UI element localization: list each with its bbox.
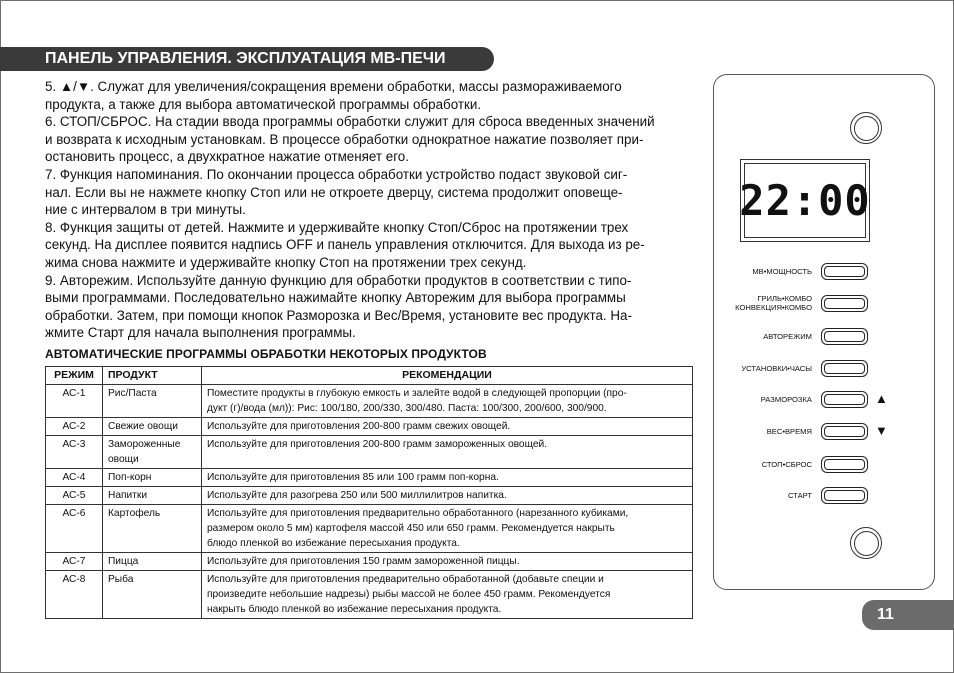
cell-recommendation-line: дукт (г)/вода (мл)): Рис: 100/180, 200/330, 300/480. Паста: 100/300, 200/600, 300/900. [206, 403, 607, 414]
cell-recommendation [201, 469, 692, 487]
button-label-line: АВТОРЕЖИМ [763, 331, 812, 341]
cell-mode: АС-3 [46, 436, 103, 469]
cell-product-line: Рыба [107, 574, 134, 585]
button-label-line: ГРИЛЬ•КОМБО [757, 294, 812, 303]
cell-recommendation-line: Используйте для приготовления предварительно обработанного (нарезанного кубиками, [206, 508, 629, 519]
paragraph-line: 8. Функция защиты от детей. Нажмите и удерживайте кнопку Стоп/Сброс на протяжении трех [45, 219, 629, 235]
cell-recommendation [201, 553, 692, 571]
weight-time-button[interactable] [821, 423, 868, 440]
paragraph-line: нал. Если вы не нажмете кнопку Стоп или не откроете дверцу, система продолжит оповеще- [45, 184, 623, 200]
cell-product-line: Картофель [107, 508, 161, 519]
grill-convection-button[interactable] [821, 295, 868, 312]
cell-mode: АС-1 [46, 385, 103, 418]
paragraph-line: 6. СТОП/СБРОС. На стадии ввода программы обработки служит для сброса введенных значений [45, 114, 655, 130]
table-row [46, 553, 693, 571]
paragraph-8 [45, 219, 705, 272]
cell-recommendation [201, 436, 692, 469]
display-time: 22:00 [739, 176, 871, 225]
settings-clock-label [741, 364, 812, 373]
cell-recommendation-line: Поместите продукты в глубокую емкость и залейте водой в следующей пропорции (про- [206, 388, 627, 399]
auto-mode-button[interactable] [821, 328, 868, 345]
paragraph-line: ние с интервалом в три минуты. [45, 202, 246, 218]
door-knob-icon [850, 112, 882, 144]
button-label-line: КОНВЕКЦИЯ•КОМБО [735, 303, 812, 312]
table-heading: АВТОМАТИЧЕСКИЕ ПРОГРАММЫ ОБРАБОТКИ НЕКОТОРЫХ ПРОДУКТОВ [45, 347, 487, 361]
cell-recommendation-line: Используйте для приготовления 150 грамм замороженной пиццы. [206, 556, 520, 567]
arrow-up-icon: ▲ [875, 391, 888, 406]
cell-product [102, 487, 201, 505]
cell-product [102, 571, 201, 619]
header-product: ПРОДУКТ [102, 367, 201, 385]
display-screen [740, 159, 870, 242]
cell-mode: АС-5 [46, 487, 103, 505]
cell-product-line: овощи [107, 454, 139, 465]
paragraph-line: жмите Старт для начала выполнения программы. [45, 325, 356, 341]
table-row [46, 418, 693, 436]
button-label-line: УСТАНОВКИ•ЧАСЫ [741, 363, 812, 373]
table-row [46, 487, 693, 505]
paragraph-line: обработки. Затем, при помощи кнопок Разморозка и Вес/Время, установите вес продукта. На- [45, 307, 632, 323]
button-label-line: МВ•МОЩНОСТЬ [752, 266, 812, 276]
table-row [46, 436, 693, 469]
header-mode: РЕЖИМ [46, 367, 103, 385]
cell-recommendation-line: Используйте для приготовления 200-800 грамм свежих овощей. [206, 421, 511, 432]
paragraph-line: 9. Авторежим. Используйте данную функцию для обработки продуктов в соответствии с типо- [45, 272, 632, 288]
defrost-label [761, 395, 812, 404]
auto-programs-table [45, 366, 693, 619]
auto-mode-label [763, 332, 812, 341]
button-label-line: ВЕС•ВРЕМЯ [766, 426, 812, 436]
table-row [46, 505, 693, 553]
start-button[interactable] [821, 487, 868, 504]
cell-mode: АС-8 [46, 571, 103, 619]
cell-recommendation [201, 418, 692, 436]
cell-product-line: Рис/Паста [107, 388, 157, 399]
cell-product [102, 385, 201, 418]
paragraph-5 [45, 78, 705, 113]
paragraph-line: секунд. На дисплее появится надпись OFF и панель управления отключится. Для выхода из ре- [45, 237, 645, 253]
cell-recommendation-line: Используйте для разогрева 250 или 500 миллилитров напитка. [206, 490, 507, 501]
cell-product [102, 553, 201, 571]
paragraph-line: 5. ▲/▼. Служат для увеличения/сокращения времени обработки, массы размораживаемого [45, 79, 622, 94]
cell-product [102, 418, 201, 436]
paragraph-line: и возврата к исходным установкам. В процессе обработки однократное нажатие позволяет при- [45, 131, 644, 147]
cell-product [102, 436, 201, 469]
page-number: 11 [862, 600, 954, 630]
stop-reset-label [762, 460, 812, 469]
cell-recommendation [201, 571, 692, 619]
cell-recommendation [201, 505, 692, 553]
cell-mode: АС-4 [46, 469, 103, 487]
paragraph-7 [45, 166, 705, 219]
button-label-line: РАЗМОРОЗКА [760, 394, 812, 404]
table-row [46, 571, 693, 619]
control-panel [713, 74, 935, 590]
cell-product [102, 469, 201, 487]
cell-product-line: Напитки [107, 490, 148, 501]
settings-clock-button[interactable] [821, 360, 868, 377]
button-label-line: СТАРТ [787, 490, 812, 500]
defrost-button[interactable] [821, 391, 868, 408]
power-label [752, 267, 812, 276]
header-recommendations: РЕКОМЕНДАЦИИ [201, 367, 692, 385]
paragraph-9 [45, 272, 705, 342]
table-row [46, 385, 693, 418]
instructions-text [45, 78, 705, 342]
paragraph-line: выми программами. Последовательно нажимайте кнопку Авторежим для выбора программы [45, 290, 626, 306]
paragraph-line: жима снова нажмите и удерживайте кнопку Стоп на протяжении трех секунд. [45, 254, 527, 270]
door-knob-icon [850, 527, 882, 559]
cell-recommendation-line: Используйте для приготовления предварительно обработанной (добавьте специи и [206, 574, 604, 585]
cell-recommendation [201, 385, 692, 418]
weight-time-label [767, 427, 812, 436]
cell-mode: АС-7 [46, 553, 103, 571]
cell-product-line: Пицца [107, 556, 139, 567]
paragraph-line: остановить процесс, а двухкратное нажатие отменяет его. [45, 149, 409, 165]
cell-recommendation-line: размером около 5 мм) картофеля массой 450 или 650 грамм. Рекомендуется накрыть [206, 523, 615, 534]
cell-product-line: Свежие овощи [107, 421, 178, 432]
start-label [788, 491, 812, 500]
cell-product-line: Поп-корн [107, 472, 152, 483]
table-header-row [46, 367, 693, 385]
power-button[interactable] [821, 263, 868, 280]
cell-recommendation-line: накрыть блюдо пленкой во избежание пересыхания продукта. [206, 604, 502, 615]
stop-reset-button[interactable] [821, 456, 868, 473]
table-row [46, 469, 693, 487]
paragraph-line: 7. Функция напоминания. По окончании процесса обработки устройство подаст звуковой сиг- [45, 166, 628, 182]
arrow-down-icon: ▼ [875, 423, 888, 438]
cell-product [102, 505, 201, 553]
cell-recommendation [201, 487, 692, 505]
cell-recommendation-line: блюдо пленкой во избежание пересыхания продукта. [206, 538, 460, 549]
cell-mode: АС-6 [46, 505, 103, 553]
cell-recommendation-line: произведите небольшие надрезы) рыбы массой не более 450 грамм. Рекомендуется [206, 589, 611, 600]
grill-convection-label [735, 294, 812, 312]
cell-recommendation-line: Используйте для приготовления 200-800 грамм замороженных овощей. [206, 439, 548, 450]
cell-recommendation-line: Используйте для приготовления 85 или 100 грамм поп-корна. [206, 472, 499, 483]
cell-mode: АС-2 [46, 418, 103, 436]
paragraph-line: продукта, а также для выбора автоматической программы обработки. [45, 96, 482, 112]
section-title: ПАНЕЛЬ УПРАВЛЕНИЯ. ЭКСПЛУАТАЦИЯ МВ-ПЕЧИ [0, 47, 494, 71]
cell-product-line: Замороженные [107, 439, 181, 450]
button-label-line: СТОП•СБРОС [761, 459, 812, 469]
paragraph-6 [45, 113, 705, 166]
